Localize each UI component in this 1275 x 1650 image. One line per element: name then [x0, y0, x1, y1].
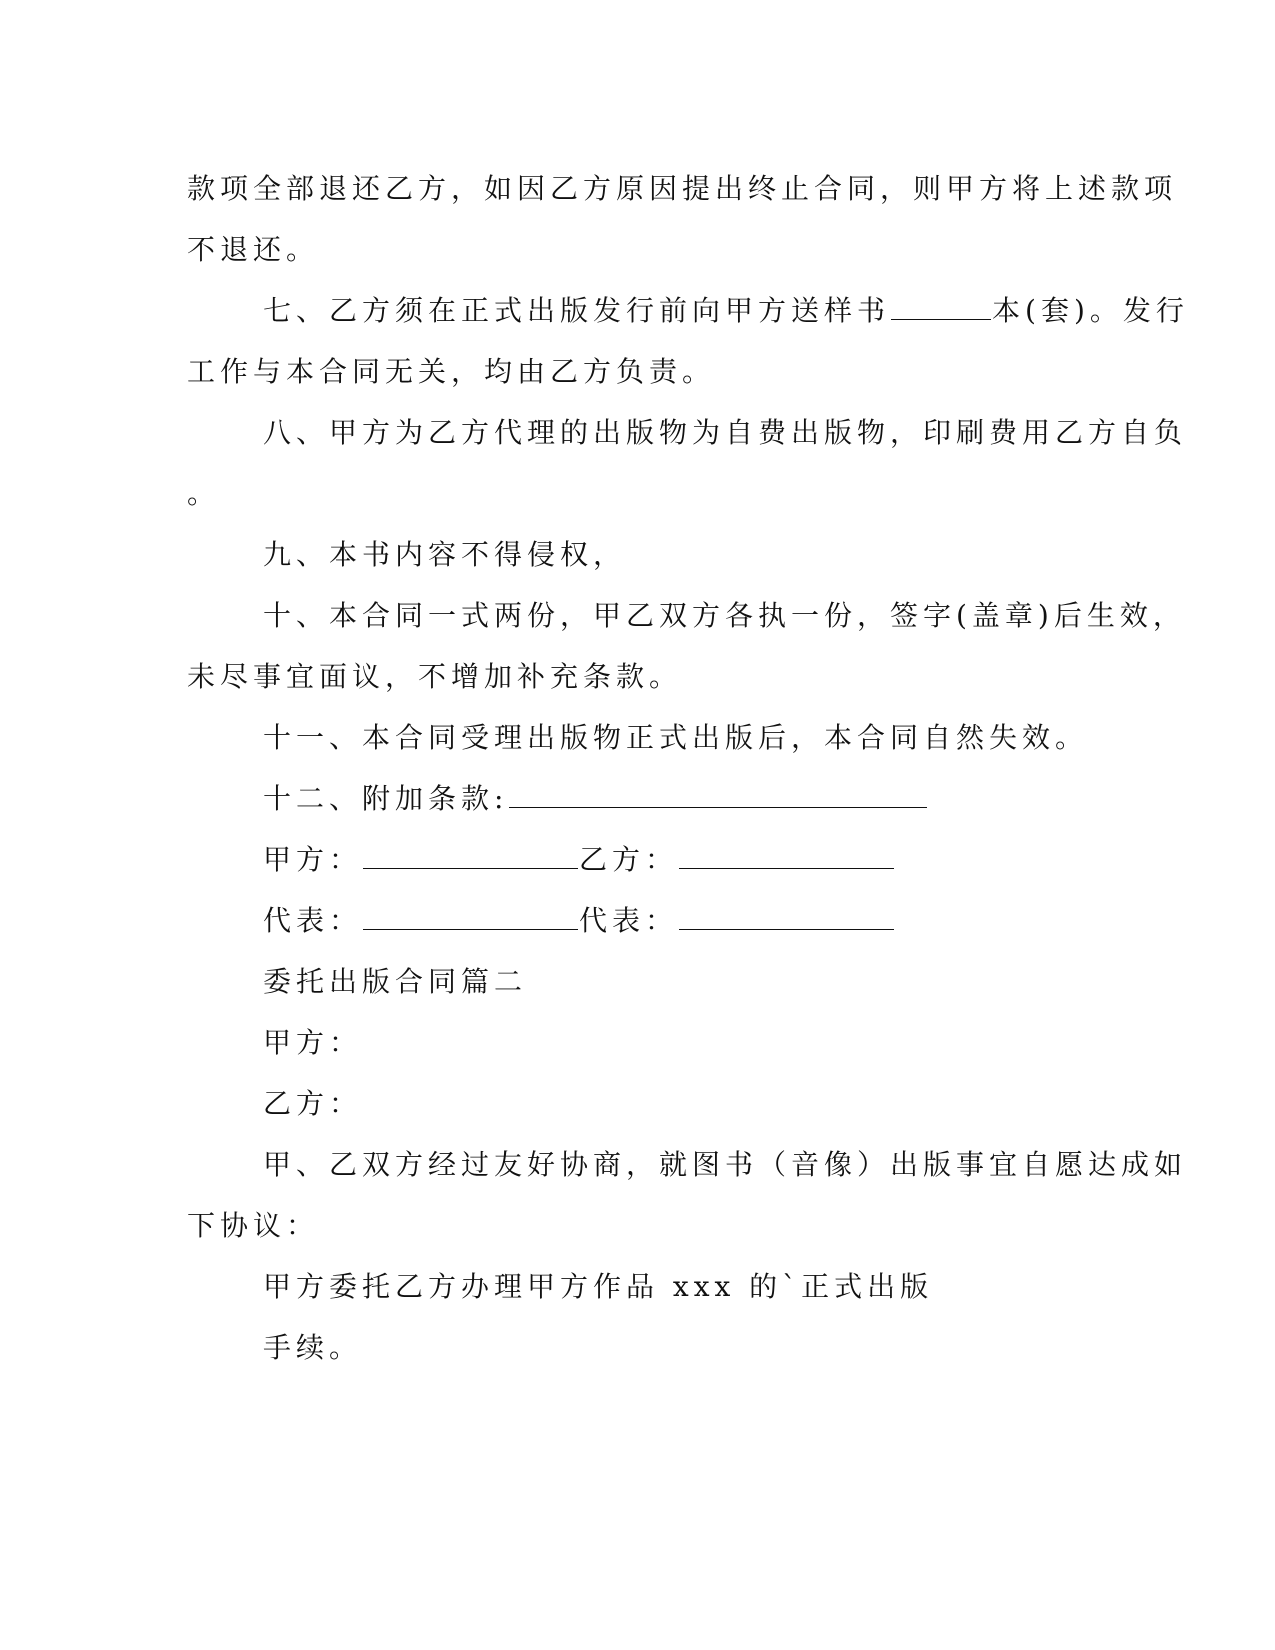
- clause-eleven: 十一、本合同受理出版物正式出版后，本合同自然失效。: [263, 721, 1089, 754]
- section-title: 委托出版合同篇二: [263, 965, 528, 998]
- rep-b-blank: [679, 928, 894, 930]
- clause-ten: 十、本合同一式两份，甲乙双方各执一份，签字(盖章)后生效，: [263, 599, 1186, 632]
- clause-nine: 九、本书内容不得侵权，: [263, 538, 627, 571]
- party-signature-row: [187, 829, 1087, 890]
- party-b-label: 乙方：: [579, 843, 679, 876]
- party-b-line: 乙方：: [263, 1087, 363, 1120]
- clause-twelve: [187, 768, 1087, 829]
- rep-b-label: 代表：: [579, 904, 679, 937]
- clause-seven: [187, 280, 1189, 341]
- entrust-clause-tail: 手续。: [263, 1331, 363, 1364]
- clause-twelve-text: 十二、附加条款:: [263, 782, 509, 815]
- paragraph-line: 工作与本合同无关，均由乙方负责。: [187, 355, 716, 388]
- rep-a-label: 代表：: [263, 904, 363, 937]
- party-a-label: 甲方：: [263, 843, 363, 876]
- paragraph-line: 。: [187, 477, 221, 510]
- agreement-intro: 甲、乙双方经过友好协商，就图书（音像）出版事宜自愿达成如: [263, 1148, 1188, 1181]
- sample-count-blank: [891, 318, 991, 320]
- paragraph-line: 未尽事宜面议，不增加补充条款。: [187, 660, 683, 693]
- party-b-blank: [679, 867, 894, 869]
- clause-eight: 八、甲方为乙方代理的出版物为自费出版物，印刷费用乙方自负: [263, 416, 1188, 449]
- paragraph-line: 款项全部退还乙方，如因乙方原因提出终止合同，则甲方将上述款项: [187, 172, 1178, 205]
- rep-a-blank: [363, 928, 578, 930]
- entrust-clause: 甲方委托乙方办理甲方作品 xxx 的`正式出版: [263, 1270, 934, 1303]
- contract-body: [187, 158, 1189, 1378]
- additional-terms-blank: [509, 806, 927, 808]
- paragraph-line: 不退还。: [187, 233, 320, 266]
- party-a-line: 甲方：: [263, 1026, 363, 1059]
- clause-seven-tail: 本(套)。发行: [992, 294, 1189, 327]
- paragraph-line: 下协议：: [187, 1209, 320, 1242]
- representative-row: [187, 890, 1087, 951]
- clause-seven-text: 七、乙方须在正式出版发行前向甲方送样书: [263, 294, 891, 327]
- party-a-blank: [363, 867, 578, 869]
